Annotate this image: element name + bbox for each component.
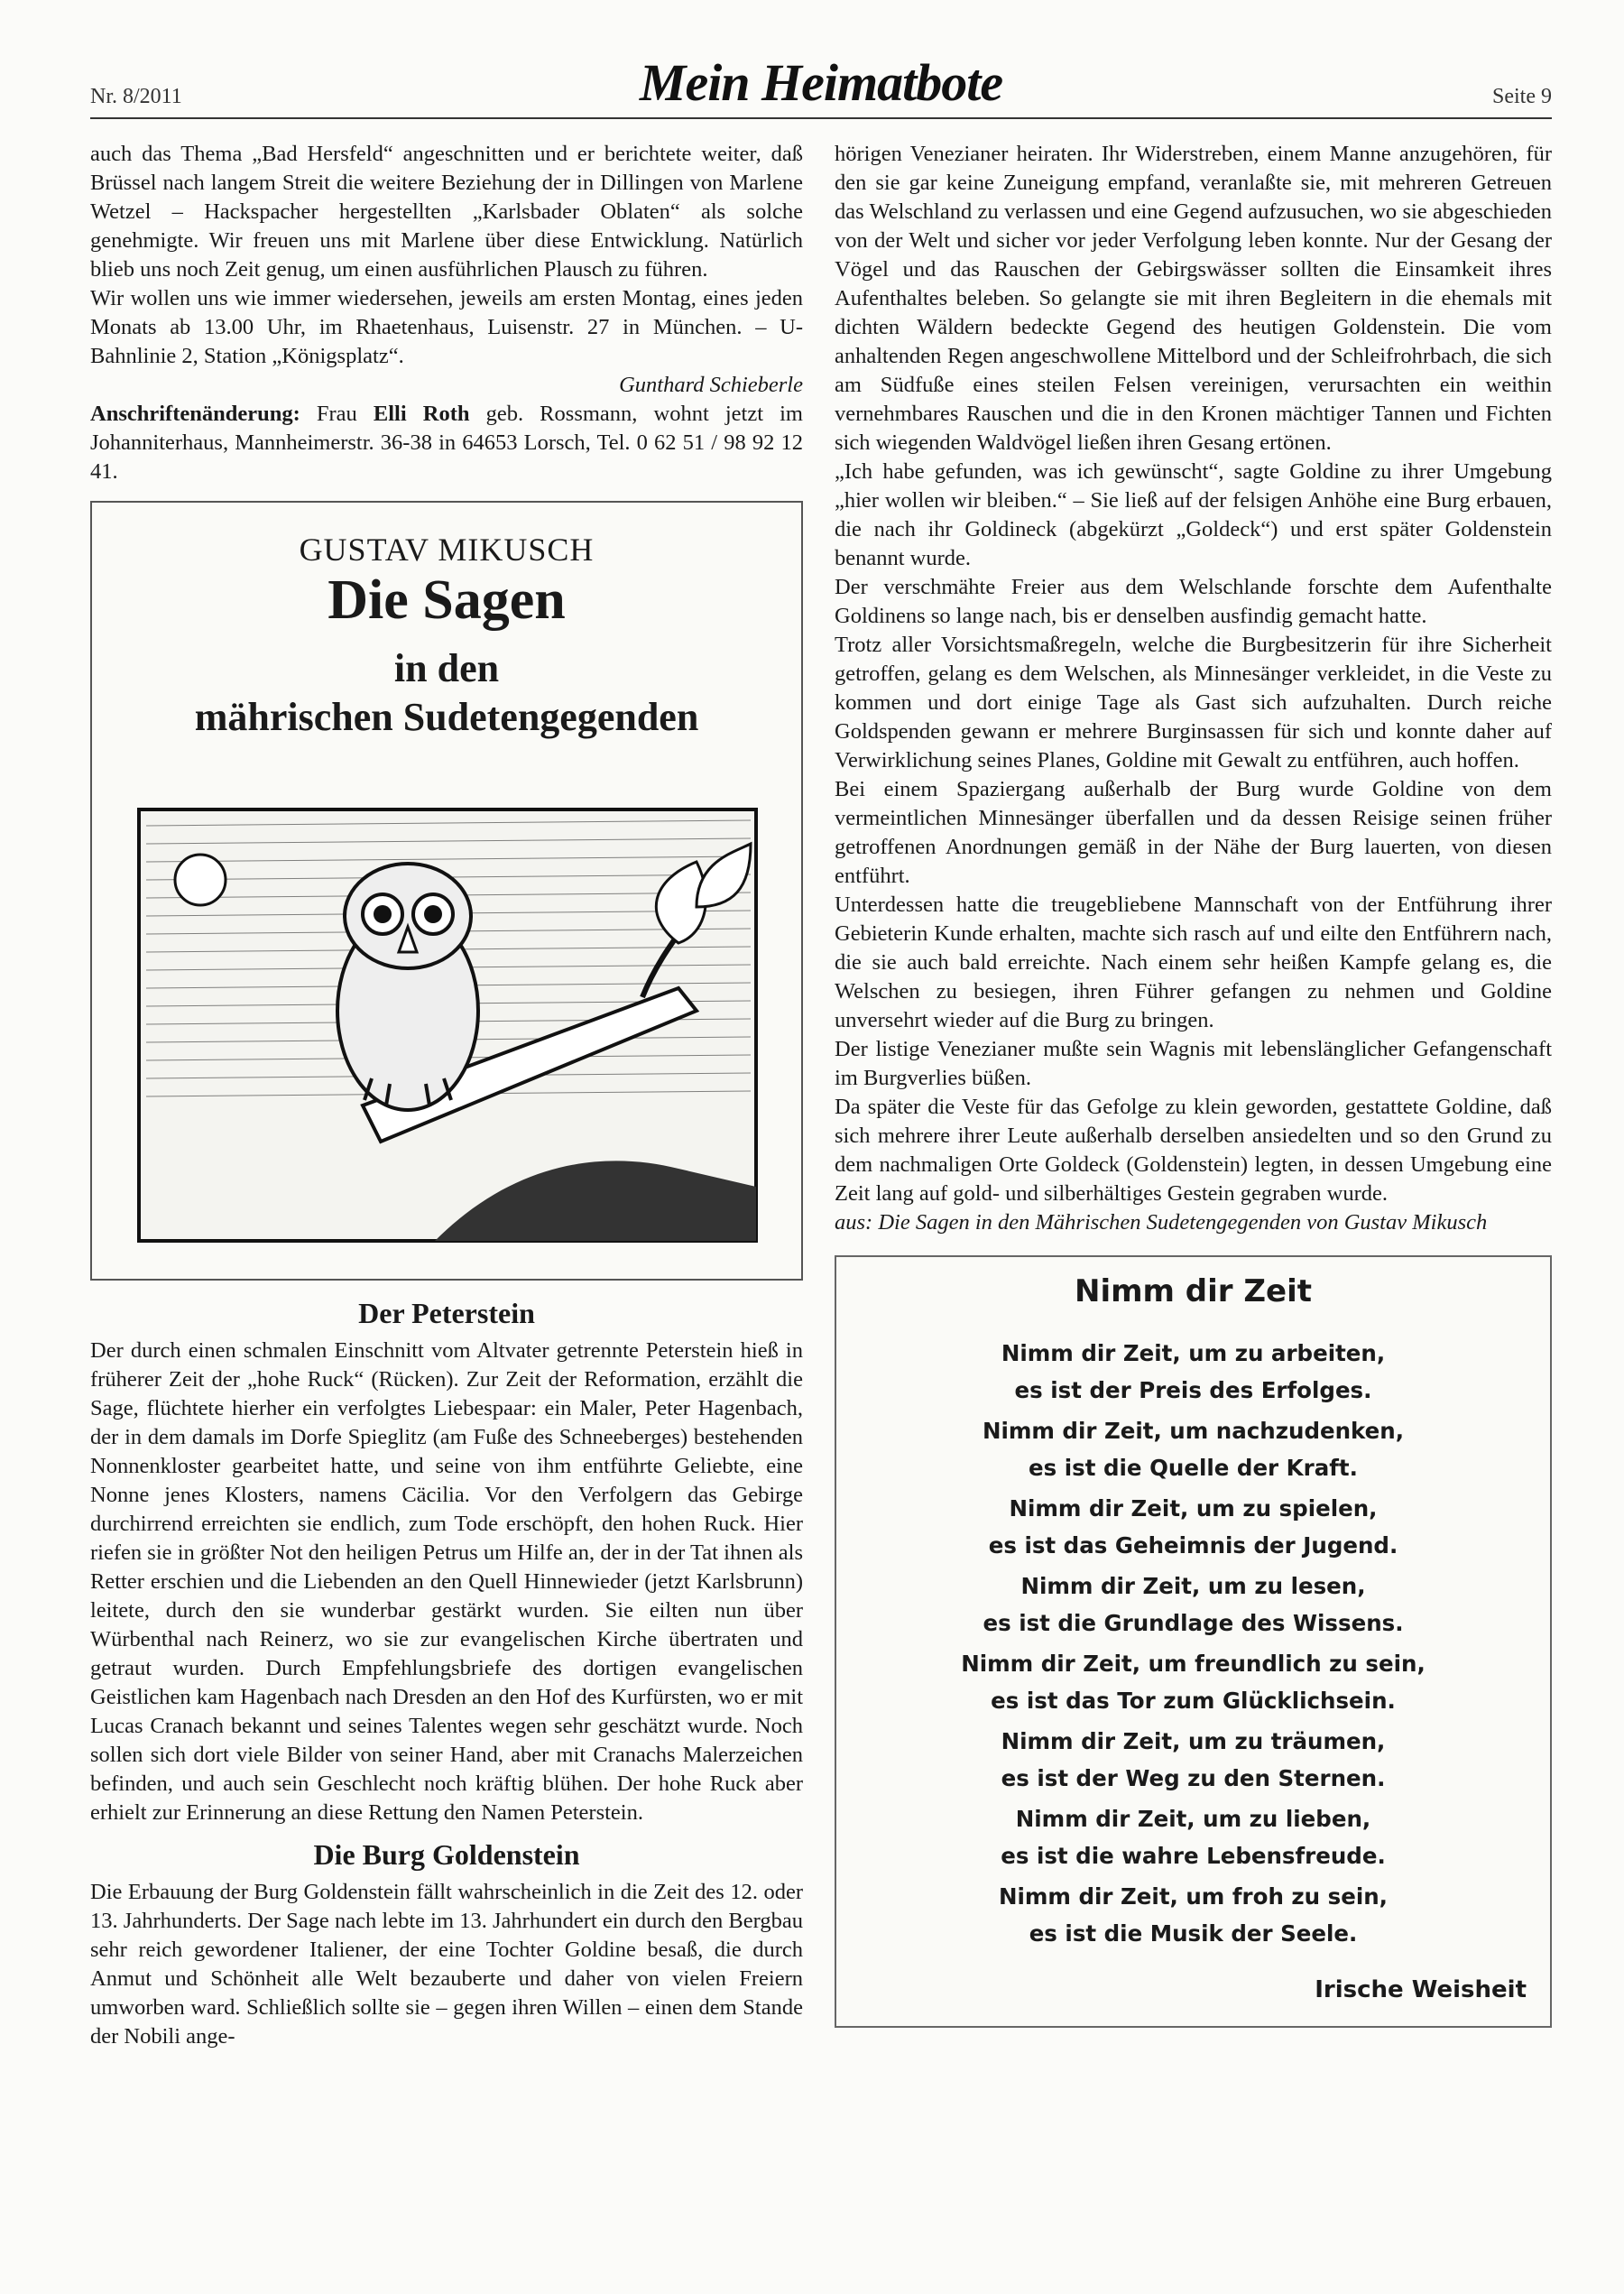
story-paragraph-8: Da später die Veste für das Gefolge zu klein geworden, gestattete Goldine, daß sich mehrere ihrer Leute außerhalb derselben ansiedelten und so den Grund zu dem nachmaligen Orte Goldeck (Goldenstein) legten, in dessen Umgebung eine Zeit lang auf gold- und silberhältiges Gestein gegraben wurde. bbox=[835, 1095, 1552, 1206]
source-citation: aus: Die Sagen in den Mährischen Sudetengegenden von Gustav Mikusch bbox=[835, 1210, 1488, 1235]
story-paragraph-2: „Ich habe gefunden, was ich gewünscht“, sagte Goldine zu ihrer Umgebung „hier wollen wir bleiben.“ – Sie ließ auf der felsigen Anhöhe eine Burg erbauen, die nach ihr Goldineck (abgekürzt „Goldeck“) und erst später Goldenstein benannt wurde. bbox=[835, 459, 1552, 570]
signature: Gunthard Schieberle bbox=[619, 373, 803, 397]
poem-line: Nimm dir Zeit, um zu spielen, bbox=[1009, 1495, 1378, 1522]
story-paragraph-6: Unterdessen hatte die treugebliebene Mannschaft von der Entführung ihrer Gebieterin Kunde erhalten, machte sich rasch auf und eilte den Entführern nach, die sie auch bald erreichte. Nach einem sehr heißen Kampfe gelang es, die Welschen zu besiegen, ihren Führer gefangen zu nehmen und Goldine unversehrt wieder auf die Burg zu bringen. bbox=[835, 893, 1552, 1032]
masthead-title: Mein Heimatbote bbox=[639, 53, 1003, 112]
poem-stanzas bbox=[836, 1335, 1550, 1956]
poem-stanza bbox=[836, 1335, 1550, 1409]
left-column bbox=[90, 140, 803, 2051]
poem-line: Nimm dir Zeit, um zu lieben, bbox=[1015, 1806, 1371, 1832]
poem-stanza bbox=[836, 1800, 1550, 1874]
poem-stanza bbox=[836, 1723, 1550, 1797]
address-name: Elli Roth bbox=[373, 402, 470, 426]
poem-line: es ist der Preis des Erfolges. bbox=[1014, 1377, 1372, 1403]
story-paragraph-1: hörigen Venezianer heiraten. Ihr Widerstreben, einem Manne anzugehören, für den sie gar keine Zuneigung empfand, veranlaßte sie, mit mehreren Getreuen das Welschland zu verlassen und eine Gegend aufzusuchen, wo sie abgeschieden von der Welt und sicher vor jeder Verfolgung leben konnte. Nur der Gesang der Vögel und das Rauschen der Gebirgswässer sollten die Einsamkeit ihres Aufenthaltes beleben. So gelangte sie mit ihren Begleitern in die ehemals mit dichten Wäldern bedeckte Gegend des heutigen Goldenstein. Die vom anhaltenden Regen angeschwollene Mittelbord und der Schleifrohrbach, die sich am Südfuße eines steilen Felsen vereinigen, verursachten ein weithin vernehmbares Rauschen und die in den Kronen mächtiger Tannen und Fichten sich wiegenden Waldvögel ließen ihren Gesang ertönen. bbox=[835, 142, 1552, 455]
poem-title: Nimm dir Zeit bbox=[1074, 1273, 1313, 1309]
poem-line: es ist die Musik der Seele. bbox=[1029, 1920, 1358, 1947]
poem-line: Nimm dir Zeit, um freundlich zu sein, bbox=[961, 1651, 1426, 1677]
story-paragraph-7: Der listige Venezianer mußte sein Wagnis mit lebenslänglicher Gefangenschaft im Burgverlies büßen. bbox=[835, 1037, 1552, 1090]
meeting-paragraph: Wir wollen uns wie immer wiedersehen, jeweils am ersten Montag, eines jeden Monats ab 13.00 Uhr, im Rhaetenhaus, Luisenstr. 27 in München. – U-Bahnlinie 2, Station „Königsplatz“. bbox=[90, 286, 803, 368]
intro-paragraph: auch das Thema „Bad Hersfeld“ angeschnitten und er berichtete weiter, daß Brüssel nach langem Streit die weitere Beziehung der in Dillingen von Marlene Wetzel – Hackspacher hergestellten „Karlsbader Oblaten“ als solche genehmigte. Wir freuen uns mit Marlene über diese Entwicklung. Natürlich blieb uns noch Zeit genug, um einen ausführlichen Plausch zu führen. bbox=[90, 142, 803, 282]
book-title-line1: Die Sagen bbox=[328, 569, 566, 631]
poem-line: Nimm dir Zeit, um zu arbeiten, bbox=[1001, 1340, 1386, 1366]
owl-illustration bbox=[137, 808, 758, 1243]
right-column bbox=[835, 140, 1552, 2028]
book-title-line2: in den bbox=[393, 646, 500, 690]
story-paragraph-3: Der verschmähte Freier aus dem Welschlande forschte dem Aufenthalte Goldinens so lange nach, bis er denselben ausfindig gemacht hatte. bbox=[835, 575, 1552, 628]
poem-box bbox=[835, 1255, 1552, 2028]
poem-stanza bbox=[836, 1412, 1550, 1486]
story-paragraph-4: Trotz aller Vorsichtsmaßregeln, welche die Burgbesitzerin für ihre Sicherheit getroffen, gelang es dem Welschen, als Minnesänger verkleidet, in die Veste zu kommen und dort einige Tage als Gast sich aufzuhalten. Durch reiche Goldspenden gewann er mehrere Burginsassen für sich und konnte daher auf Verwirklichung seines Planes, Goldine mit Gewalt zu entführen, auch hoffen. bbox=[835, 633, 1552, 772]
peterstein-heading: Der Peterstein bbox=[358, 1297, 535, 1329]
page-number: Seite 9 bbox=[1492, 85, 1552, 108]
address-change bbox=[90, 400, 803, 486]
poem-line: Nimm dir Zeit, um zu lesen, bbox=[1020, 1573, 1366, 1599]
page-header bbox=[90, 52, 1552, 116]
poem-line: es ist das Geheimnis der Jugend. bbox=[988, 1532, 1398, 1559]
poem-line: es ist der Weg zu den Sternen. bbox=[1001, 1765, 1386, 1791]
goldenstein-text: Die Erbauung der Burg Goldenstein fällt wahrscheinlich in die Zeit des 12. oder 13. Jahrhunderts. Der Sage nach lebte im 13. Jahrhundert ein durch den Bergbau sehr reich gewordener Italiener, der eine Tochter Goldine besaß, die durch Anmut und Schönheit alle Welt bezauberte und daher von vielen Freiern umworben ward. Schließlich sollte sie – gegen ihren Willen – einen dem Stande der Nobili ange- bbox=[90, 1880, 803, 2049]
poem-author: Irische Weisheit bbox=[1315, 1976, 1527, 2003]
goldenstein-heading: Die Burg Goldenstein bbox=[313, 1838, 580, 1871]
book-advert bbox=[90, 501, 803, 1281]
poem-line: es ist die Quelle der Kraft. bbox=[1029, 1455, 1358, 1481]
book-title-line3: mährischen Sudetengegenden bbox=[194, 695, 699, 739]
poem-line: es ist die Grundlage des Wissens. bbox=[983, 1610, 1404, 1636]
peterstein-text: Der durch einen schmalen Einschnitt vom Altvater getrennte Peterstein hieß in früherer Zeit der „hohe Ruck“ (Rücken). Zur Zeit der Reformation, erzählt die Sage, flüchtete hierher ein verfolgtes Liebespaar: ein Maler, Peter Hagenbach, der in dem damals im Dorfe Spieglitz (am Fuße des Schneeberges) bestehenden Nonnenkloster gearbeitet hatte, und seine von ihm entführte Geliebte, eine Nonne jenes Klosters, namens Cäcilia. Vor den Verfolgern das Gebirge durchirrend erreichten sie endlich, zum Tode erschöpft, den hohen Ruck. Hier riefen sie in größter Not den heiligen Petrus um Hilfe an, der in der Tat ihnen als Retter erschien und die Liebenden an den Quell Hinnewieder (jetzt Karlsbrunn) leitete, durch den sie wunderbar gestärkt wurden. Sie eilten nun über Würbenthal nach Reinerz, wo sie zur evangelischen Kirche übertraten und getraut wurden. Durch Empfehlungsbriefe des dortigen evangelischen Geistlichen kam Hagenbach nach Dresden an den Hof des Kurfürsten, wo er mit Lucas Cranach bekannt und seines Talentes wegen sehr geschätzt wurde. Noch sollen sich dort viele Bilder von seiner Hand, aber mit Cranachs Malerzeichen befinden, und auch sein Geschlecht noch kräftig blühen. Der hohe Ruck aber erhielt zur Erinnerung an diese Rettung den Namen Peterstein. bbox=[90, 1338, 803, 1825]
poem-line: Nimm dir Zeit, um nachzudenken, bbox=[982, 1418, 1405, 1444]
poem-line: es ist das Tor zum Glücklichsein. bbox=[991, 1688, 1396, 1714]
poem-line: Nimm dir Zeit, um froh zu sein, bbox=[999, 1883, 1388, 1910]
poem-stanza bbox=[836, 1878, 1550, 1952]
address-rest: geb. Rossmann, wohnt jetzt im Johanniterhaus, Mannheimerstr. 36-38 in 64653 Lorsch, Tel. 0 62 51 / 98 92 12 41. bbox=[90, 402, 803, 484]
moon-icon bbox=[175, 855, 226, 905]
header-rule bbox=[90, 117, 1552, 119]
address-label: Anschriftenänderung: bbox=[90, 402, 300, 426]
poem-line: es ist die wahre Lebensfreude. bbox=[1001, 1843, 1386, 1869]
poem-stanza bbox=[836, 1490, 1550, 1564]
poem-stanza bbox=[836, 1568, 1550, 1642]
address-pre: Frau bbox=[300, 402, 374, 426]
poem-line: Nimm dir Zeit, um zu träumen, bbox=[1001, 1728, 1386, 1754]
story-paragraph-5: Bei einem Spaziergang außerhalb der Burg wurde Goldine von dem vermeintlichen Minnesänger überfallen und da dessen Reisige seinen früher getroffenen Anordnungen gemäß in der Nähe der Burg lauerten, von diesen entführt. bbox=[835, 777, 1552, 888]
book-author: GUSTAV MIKUSCH bbox=[299, 532, 595, 568]
poem-stanza bbox=[836, 1645, 1550, 1719]
issue-number: Nr. 8/2011 bbox=[90, 85, 182, 108]
